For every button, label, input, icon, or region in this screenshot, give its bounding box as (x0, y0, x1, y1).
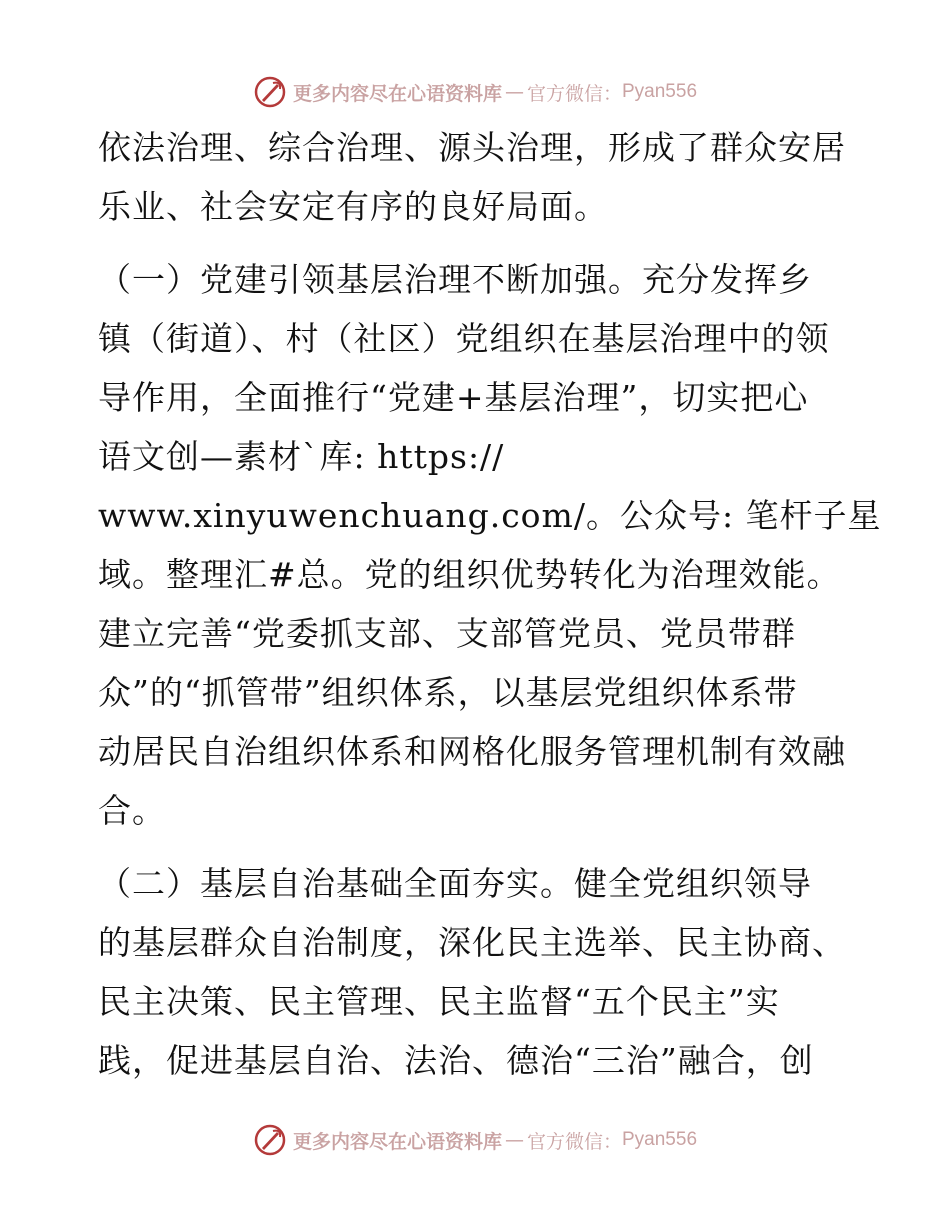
paragraph-line: 导作用，全面推行“党建+基层治理”，切实把心 (98, 378, 809, 417)
banner-separator: — (504, 81, 524, 103)
document-body (98, 118, 882, 1090)
paragraph-line: 依法治理、综合治理、源头治理，形成了群众安居 (98, 128, 846, 167)
section-heading-line: （一）党建引领基层治理不断加强。充分发挥乡 (98, 260, 812, 299)
paragraph-line: 乐业、社会安定有序的良好局面。 (98, 187, 608, 226)
banner-brand: 更多内容尽在心语资料库 (292, 1130, 502, 1153)
paragraph-line: 民主决策、民主管理、民主监督“五个民主”实 (98, 982, 780, 1021)
banner-handle: Pyan556 (622, 81, 698, 102)
paragraph-line: 众”的“抓管带”组织体系，以基层党组织体系带 (98, 673, 798, 712)
banner-brand: 更多内容尽在心语资料库 (292, 82, 502, 105)
paragraph-line: 建立完善“党委抓支部、支部管党员、党员带群 (98, 614, 796, 653)
paragraph-line: 域。整理汇#总。党的组织优势转化为治理效能。 (98, 555, 841, 594)
banner-separator: — (504, 1129, 524, 1151)
paragraph-line: 的基层群众自治制度，深化民主选举、民主协商、 (98, 923, 846, 962)
section-heading-line: （二）基层自治基础全面夯实。健全党组织领导 (98, 864, 812, 903)
footer-banner (0, 1120, 950, 1160)
banner-contact-label: 官方微信： (526, 1130, 622, 1153)
banner-contact-label: 官方微信： (526, 82, 622, 105)
paragraph-line: www.xinyuwenchuang.com/。公众号: 笔杆子星 (98, 496, 882, 535)
banner-handle: Pyan556 (622, 1129, 698, 1150)
quill-logo-icon (253, 75, 287, 109)
header-banner (0, 72, 950, 112)
paragraph-line: 动居民自治组织体系和网格化服务管理机制有效融 (98, 732, 846, 771)
paragraph-line: 合。 (98, 791, 166, 830)
paragraph-line: 镇（街道）、村（社区）党组织在基层治理中的领 (98, 319, 830, 358)
paragraph-line: 语文创—素材`库: https:// (98, 437, 505, 476)
paragraph-line: 践，促进基层自治、法治、德治“三治”融合，创 (98, 1041, 814, 1080)
quill-logo-icon (253, 1123, 287, 1157)
